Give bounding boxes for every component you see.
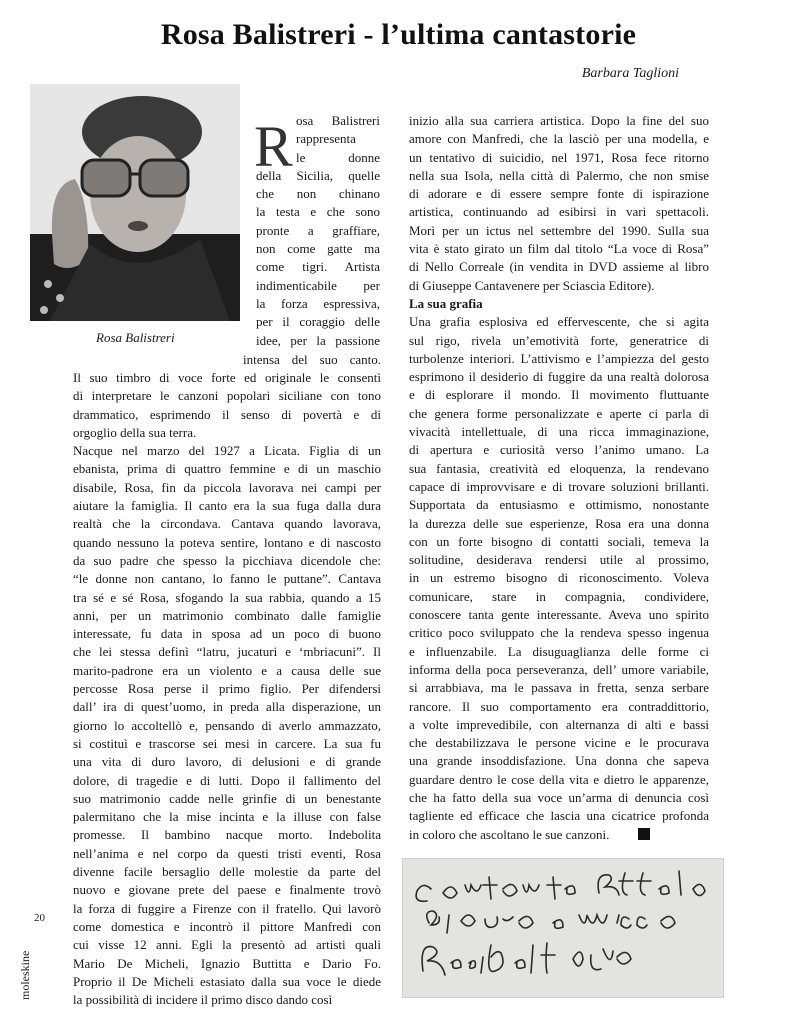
text-line: aiutare la famiglia. Il canto era la sua fuga dalla dura — [73, 498, 381, 514]
page-title: Rosa Balistreri - l’ultima cantastorie — [160, 18, 637, 51]
text-line: la forza espressiva, — [256, 295, 380, 311]
text-line: realtà che la circondava. Cantava quando lavorava, — [73, 516, 381, 532]
text-line: con un forte bisogno di contatti sociali, temeva la — [409, 533, 709, 549]
text-line: si costituì e trascorse sei mesi in carcere. La sua fu — [73, 735, 381, 751]
text-line: la testa e che sono — [256, 204, 380, 220]
text-line: nuovo e giovane prete del paese e finalmente trovò — [73, 882, 381, 898]
text-line: promesse. Il bambino nacque morto. Indebolita — [73, 827, 381, 843]
text-line: e di esplorare il mondo. Il movimento fluttuante — [409, 387, 709, 403]
portrait-photo — [30, 84, 240, 321]
text-line: rappresenta — [296, 131, 356, 147]
text-line: che ha fatto della sua voce un’arma di denuncia così — [409, 789, 709, 805]
text-line: di interpretare le canzoni popolari siciliane con tono — [73, 388, 381, 404]
text-line: che lei stessa definì “latru, jucaturi e ‘mbriacuni”. Il — [73, 644, 381, 660]
text-line: in un estremo bisogno di riconoscimento. Voleva — [409, 570, 709, 586]
text-line: vivacità intellettuale, di una ricca immaginazione, — [409, 424, 709, 440]
text-line: cui visse 12 anni. Egli la presentò ad artisti quali — [73, 937, 381, 953]
text-line: comunicare, stare in compagnia, condividere, — [409, 588, 709, 604]
text-line: Il suo timbro di voce forte ed originale le consentì — [73, 370, 381, 385]
text-line: di apertura e curiosità verso l’animo umano. La — [409, 442, 709, 458]
text-line: informa della poca perseveranza, dell’ umore variabile, — [409, 661, 709, 677]
text-line: Proprio il De Micheli estasiato dalla sua voce le diede — [73, 973, 381, 989]
text-line: nell’anima e nel corpo da questi tristi eventi, Rosa — [73, 845, 381, 861]
author-name: Barbara Taglioni — [581, 66, 679, 81]
text-line: tra sé e sé Rosa, sfogando la sua rabbia, quando a 15 — [73, 589, 381, 605]
text-line: le donne — [296, 149, 380, 165]
text-line: sul rigo, rivela un’emotività forte, generatrice di — [409, 332, 709, 348]
text-line: suo matrimonio cadde nelle grinfie di un benestante — [73, 790, 381, 806]
text-line: osa Balistreri — [296, 113, 380, 128]
text-line: critico poco sviluppato che la rendeva spesso ingenua — [409, 625, 709, 641]
text-line: orgoglio della sua terra. — [73, 424, 197, 440]
text-line: divenne facile bersaglio delle molestie da parte del — [73, 864, 381, 880]
text-line: la durezza delle sue esperienze, Rosa era una donna — [409, 515, 709, 531]
text-line: idee, per la passione — [256, 332, 380, 348]
text-line: la possibilità di incidere il primo disco dando così — [73, 992, 333, 1008]
text-line: capace di improvvisare e di trovare soluzioni brillanti. — [409, 478, 709, 494]
text-line: amore con Manfredi, che la lasciò per una modella, e — [409, 131, 709, 147]
text-line: di Giuseppe Cantavenere per Sciascia Editore). — [409, 277, 655, 293]
text-line: Nacque nel marzo del 1927 a Licata. Figlia di un — [73, 443, 381, 459]
text-line: turbolenze interiori. L’attivismo e l’ampiezza del gesto — [409, 350, 709, 366]
text-line: ebanista, prima di quattro femmine e di un maschio — [73, 461, 381, 477]
text-line: conoscere tanta gente interessante. Aveva uno spirito — [409, 607, 709, 623]
magazine-name: moleskine — [18, 950, 32, 1000]
text-line: dolore, di tragedie e di lutti. Dopo il fallimento del — [73, 772, 381, 788]
text-line: palermitano che la mise incinta e la illuse con false — [73, 809, 381, 825]
text-line: drammatico, esprimendo il senso di povertà e di — [73, 406, 381, 422]
text-line: giorno lo accoltellò e, pensando di averlo ammazzato, — [73, 717, 381, 733]
text-line: esprimono il desiderio di fuggire da una realtà dolorosa — [409, 369, 709, 385]
text-line: artistica, continuando ad esibirsi in vari spettacoli. — [409, 204, 709, 220]
page-number: 20 — [34, 912, 45, 924]
text-line: da suo padre che spesso la picchiava dicendole che: — [73, 552, 381, 568]
text-line: pronte a graffiare, — [256, 222, 380, 238]
photo-caption: Rosa Balistreri — [96, 330, 175, 345]
text-line: intensa del suo canto. — [243, 352, 381, 367]
end-mark — [638, 828, 650, 840]
handwritten-signature — [402, 858, 724, 998]
text-line: marito-padrone era un violento e a causa delle sue — [73, 662, 381, 678]
text-line: inizio alla sua carriera artistica. Dopo la fine del suo — [409, 113, 709, 128]
text-line: Una grafia esplosiva ed effervescente, che si agita — [409, 314, 709, 330]
drop-cap: R — [254, 114, 293, 179]
text-line: indimenticabile per — [256, 277, 380, 293]
body-column-left — [73, 369, 381, 1009]
text-line: che destabilizzava le persone vicine e le procurava — [409, 735, 709, 751]
intro-text-block — [256, 112, 380, 350]
text-line: a volte imprevedibile, con alternanza di alti e bassi — [409, 716, 709, 732]
text-line: come tigri. Artista — [256, 259, 380, 275]
section-heading: La sua grafia — [409, 295, 483, 311]
text-line: come domestica e incontrò il pittore Manfredi con — [73, 918, 381, 934]
text-line: di adorare e di essere sempre fonte di ispirazione — [409, 186, 709, 202]
text-line: non come gatte ma — [256, 241, 380, 257]
text-line: una vita di duro lavoro, di delusioni e di grande — [73, 754, 381, 770]
text-line: in coloro che ascoltano le sue canzoni. — [409, 826, 610, 842]
text-line: per il coraggio delle — [256, 314, 380, 330]
text-line: Morì per un ictus nel settembre del 1990. Sulla sua — [409, 222, 709, 238]
text-line: “le donne non cantano, lo fanno le puttane”. Cantava — [73, 571, 381, 587]
text-line: percosse Rosa perse il primo figlio. Per difendersi — [73, 681, 381, 697]
text-line: la forza di fuggire a Firenze con il fratello. Qui lavorò — [73, 900, 381, 916]
text-line: Supportata da entusiasmo e ottimismo, nonostante — [409, 497, 709, 513]
text-line: interessate, fu data in sposa ad un poco di buono — [73, 626, 381, 642]
text-line: quando nessuno la poteva sentire, lontano e di nascosto — [73, 534, 381, 550]
text-line: che non chinano — [256, 186, 380, 202]
text-line: sua fantasia, creatività ed eloquenza, la rendevano — [409, 460, 709, 476]
text-line: tagliente ed efficace che lascia una cicatrice profonda — [409, 808, 709, 824]
text-line: solitudine, desiderava rendersi utile al prossimo, — [409, 552, 709, 568]
text-line: disabile, Rosa, fin da piccola lavorava nei campi per — [73, 479, 381, 495]
text-line: di Nello Correale (in vendita in DVD assieme al libro — [409, 259, 709, 275]
text-line: nella sua Isola, nella città di Palermo, che non smise — [409, 167, 709, 183]
text-line: rancore. Il suo comportamento era contraddittorio, — [409, 698, 709, 714]
text-line: e influenzabile. La disuguaglianza delle forme ci — [409, 643, 709, 659]
text-line: si arrabbiava, ma le passava in fretta, senza serbare — [409, 680, 709, 696]
intro-text-last — [243, 351, 381, 369]
body-column-right — [409, 112, 709, 844]
text-line: Mario De Micheli, Ignazio Buttitta e Dario Fo. — [73, 955, 381, 971]
text-line: dall’ ira di quest’uomo, in preda alla disperazione, un — [73, 699, 381, 715]
text-line: vita è stato girato un film dal titolo “La voce di Rosa” — [409, 241, 709, 257]
text-line: una grande insoddisfazione. Una donna che sapeva — [409, 753, 709, 769]
text-line: anni, per un matrimonio combinato dalle famiglie — [73, 607, 381, 623]
text-line: guardare dentro le cose della vita e dietro le apparenze, — [409, 771, 709, 787]
text-line: della Sicilia, quelle — [256, 167, 380, 183]
text-line: un tentativo di suicidio, nel 1971, Rosa fece ritorno — [409, 149, 709, 165]
text-line: che genera forme personalizzate e aperte ci parla di — [409, 405, 709, 421]
